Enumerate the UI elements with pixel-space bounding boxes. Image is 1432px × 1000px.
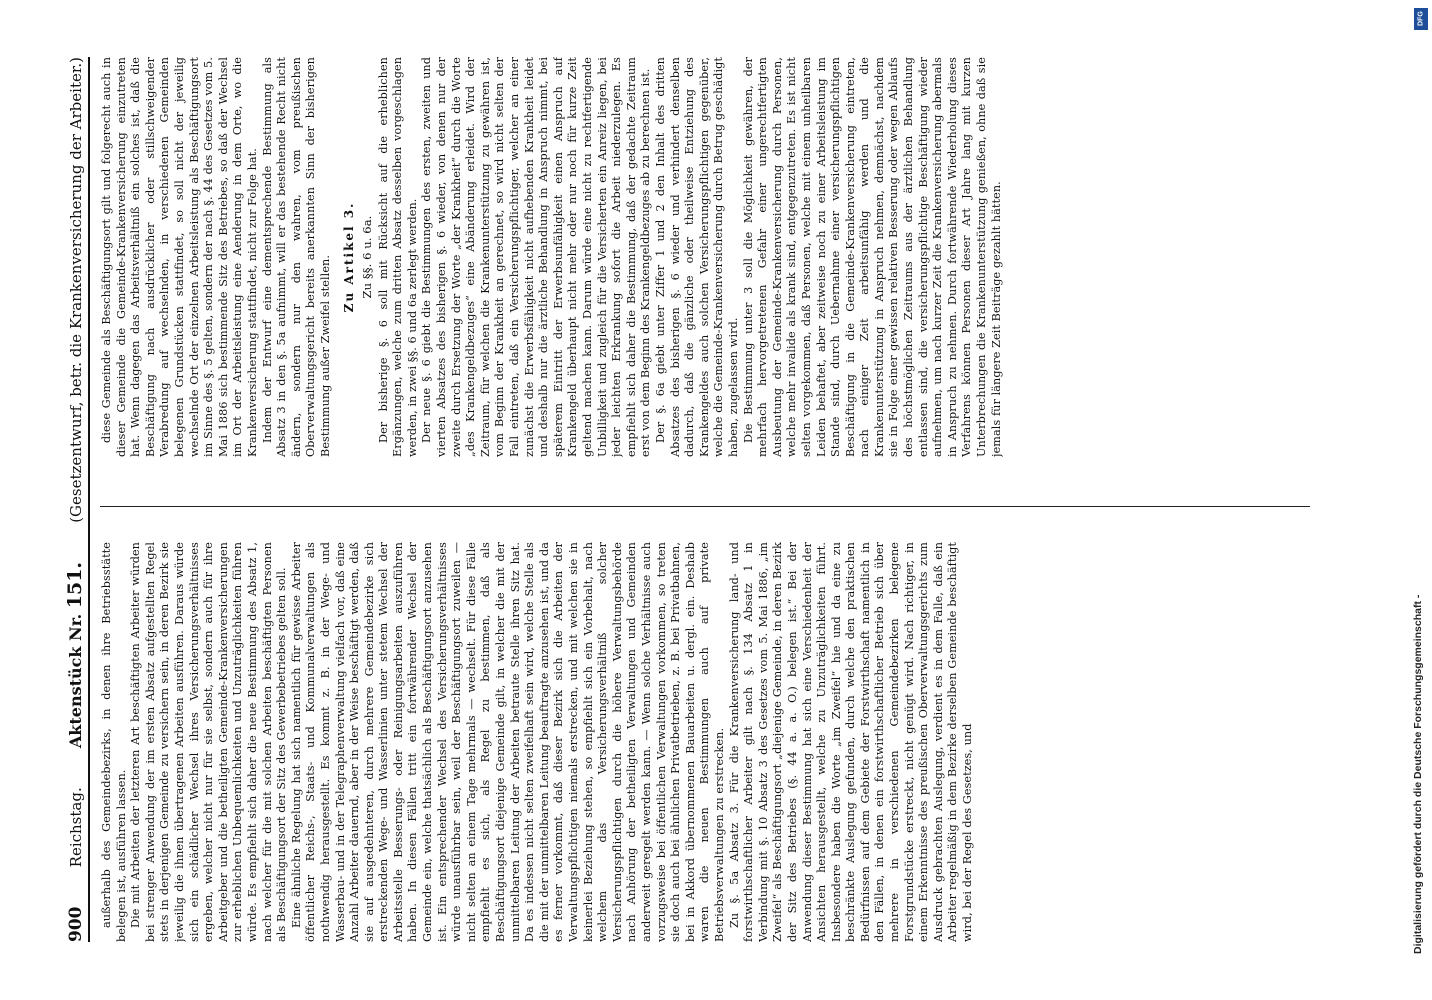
article-heading: Zu Artikel 3. xyxy=(341,201,356,313)
article-subheading: Zu §§. 6 u. 6a. xyxy=(360,215,375,299)
paragraph: Der bisherige §. 6 soll mit Rücksicht auf die erheblichen Ergänzungen, welche zum dritten Absatz desselben vorgeschlagen werden, in zwei §§. 6 und 6a zerlegt werden. xyxy=(376,57,419,457)
paragraph: Indem der Entwurf eine dementsprechende Bestimmung als Absatz 3 in den §. 5a aufnimmt, will er das bestehende Recht nicht ändern, sondern nur den wahren, vom preußischen Oberverwaltungsgericht bereits anerkannten Sinn der bisherigen Bestimmung außer Zweifel stellen. xyxy=(260,57,332,457)
header-left: Reichstag. xyxy=(67,787,85,868)
paragraph: diese Gemeinde als Beschäftigungsort gilt und folgerecht auch in dieser Gemeinde die Gemeinde-Krankenversicherung einzutreten hat. Wenn dagegen das Arbeitsverhältniß ein solches ist, daß die Beschäftigung nach ausdrücklicher oder stillschweigender Verabredung auf wechselnden, in verschiedenen Gemeinden belegenen Grundstücken stattfindet, so soll nicht der jeweilig wechselnde Ort der einzelnen Arbeitsleistung als Beschäftigungsort im Sinne des §. 5 gelten, sondern der nach §. 44 des Gesetzes vom 5. Mai 1886 sich bestimmende Sitz des Betriebes, so daß der Wechsel im Ort der Arbeitsleistung eine Aenderung in dem Orte, wo die Krankenversicherung stattfindet, nicht zur Folge hat. xyxy=(100,57,259,457)
header-middle-prefix: Aktenstück Nr. xyxy=(66,613,85,749)
paragraph: Die Bestimmung unter 3 soll die Möglichkeit gewähren, der mehrfach hervorgetretenen Gefahr einer ungerechtfertigten Ausbeutung der Gemeinde-Krankenversicherung durch Personen, welche mehr invalide als krank sind, entgegenzutreten. Es ist nicht selten vorgekommen, daß Personen, welche mit einem unheilbaren Leiden behaftet, aber zeitweise noch zu einer Arbeitsleistung im Stande sind, durch Uebernahme einer versicherungspflichtigen Beschäftigung in die Gemeinde-Krankenversicherung eintreten, nach einiger Zeit arbeitsunfähig werden und die Krankenunterstützung in Anspruch nehmen, demnächst, nachdem sie in Folge einer gewissen relativen Besserung oder wegen Ablaufs des höchstmöglichen Zeitraums aus der ärztlichen Behandlung entlassen sind, die versicherungspflichtige Beschäftigung wieder aufnehmen, um nach kurzer Zeit die Krankenversicherung abermals in Anspruch zu nehmen. Durch fortwährende Wiederholung dieses Verfahrens können Personen dieser Art Jahre lang mit kurzen Unterbrechungen die Krankenunterstützung genießen, ohne daß sie jemals für längere Zeit Beiträge gezahlt hätten. xyxy=(741,57,1003,457)
right-column xyxy=(100,57,1310,457)
paragraph: Die mit Arbeiten der letzteren Art beschäftigten Arbeiter würden bei strenger Anwendung der im ersten Absatz aufgestellten Regel stets in derjenigen Gemeinde zu versichern sein, in deren Bezirk sie jeweilig die ihnen übertragenen Arbeiten ausführen. Daraus würde sich ein schädlicher Wechsel ihres Versicherungsverhältnisses ergeben, welcher nicht nur für sie selbst, sondern auch für ihre Arbeitgeber und die betheiligten Gemeinde-Krankenversicherungen zur erheblichen Unbequemlichkeiten und Unzuträglichkeiten führen würde. Es empfiehlt sich daher die neue Bestimmung des Absatz 1, nach welcher für die mit solchen Arbeiten beschäftigten Personen als Beschäftigungsort der Sitz des Gewerbebetriebes gelten soll. xyxy=(129,542,289,942)
digitization-credit xyxy=(1410,6,1426,994)
credit-text: Digitalisierung gefördert durch die Deutsche Forschungsgemeinschaft - xyxy=(1412,594,1424,954)
left-column xyxy=(100,542,1310,942)
running-header xyxy=(58,57,90,942)
page-number: 900 xyxy=(66,906,86,942)
paragraph: außerhalb des Gemeindebezirks, in denen ihre Betriebsstätte belegen ist, ausführen lassen. xyxy=(100,542,128,942)
paragraph: Zu §. 5a Absatz 3. Für die Krankenversicherung land- und forstwirthschaftlicher Arbeiter gilt nach §. 134 Absatz 1 in Verbindung mit §. 10 Absatz 3 des Gesetzes vom 5. Mai 1886, „im Zweifel“ als Beschäftigungsort „diejenige Gemeinde, in deren Bezirk der Sitz des Betriebes (§. 44 a. a. O.) belegen ist.“ Bei der Anwendung dieser Bestimmung hat sich eine Verschiedenheit der Ansichten herausgestellt, welche zu Unzuträglichkeiten führt. Insbesondere haben die Worte „im Zweifel“ hie und da eine zu beschränkte Auslegung gefunden, durch welche den praktischen Bedürfnissen auf dem Gebiete der Forstwirthschaft namentlich in den Fällen, in denen ein forstwirthschaftlicher Betrieb sich über mehrere in verschiedenen Gemeindebezirken belegene Forstgrundstücke erstreckt, nicht genügt wird. Nach richtiger, in einem Erkenntnisse des preußischen Oberverwaltungsgerichts zum Ausdruck gebrachten Auslegung, verdient es in dem Falle, daß ein Arbeiter regelmäßig in dem Bezirke derselben Gemeinde beschäftigt wird, bei der Regel des Gesetzes, und xyxy=(727,542,975,942)
header-right: (Gesetzentwurf, betr. die Krankenversicherung der Arbeiter.) xyxy=(67,57,85,523)
header-middle-number: 151. xyxy=(64,561,86,609)
paragraph: Der §. 6a giebt unter Ziffer 1 und 2 den Inhalt des dritten Absatzes des bisherigen §. 6 wieder und verhindert denselben dadurch, daß die gänzliche oder theilweise Entziehung des Krankengeldes auch solchen Versicherungspflichtigen gegenüber, welche die Gemeinde-Krankenversicherung durch Betrug geschädigt haben, zugelassen wird. xyxy=(653,57,740,457)
header-document-number xyxy=(63,562,88,748)
dfg-logo: DFG xyxy=(1414,8,1428,30)
paragraph: Eine ähnliche Regelung hat sich namentlich für gewisse Arbeiter öffentlicher Reichs-, Staats- und Kommunalverwaltungen als nothwendig herausgestellt. Es kommt z. B. in der Wege- und Wasserbau- und in der Telegraphenverwaltung vielfach vor, daß eine Anzahl Arbeiter dauernd, aber in der Weise beschäftigt werden, daß sie auf ausgedehnteren, durch mehrere Gemeindebezirke sich erstreckenden Wege- und Wasserlinien unter stetem Wechsel der Arbeitsstelle Besserungs- oder Reinigungsarbeiten auszuführen haben. In diesen Fällen tritt ein fortwährender Wechsel der Gemeinde ein, welche thatsächlich als Beschäftigungsort anzusehen ist. Ein entsprechender Wechsel des Versicherungsverhältnisses würde unausführbar sein, weil der Beschäftigungsort zuweilen — nicht selten an einem Tage mehrmals — wechselt. Für diese Fälle empfiehlt es sich, als Regel zu bestimmen, daß als Beschäftigungsort diejenige Gemeinde gilt, in welcher die mit der unmittelbaren Leitung der Arbeiten betraute Stelle ihren Sitz hat. Da es indessen nicht selten zweifelhaft sein wird, welche Stelle als die mit der unmittelbaren Leitung beauftragte anzusehen ist, und da es ferner vorkommt, daß dieser Bezirk sich die Arbeiten der Verwaltungspflichtigen niemals erstrecken, und mit welchen sie in keinerlei Beziehung stehen, so empfiehlt sich ein Vorbehalt, nach welchem das Versicherungsverhältniß solcher Versicherungspflichtigen durch die höhere Verwaltungsbehörde nach Anhörung der betheiligten Verwaltungen und Gemeinden anderweit geregelt werden kann. — Wenn solche Verhältnisse auch vorzugsweise bei öffentlichen Verwaltungen vorkommen, so treten sie doch auch bei ähnlichen Privatbetrieben, z. B. bei Privatbahnen, bei in Akkord übernommenen Bauarbeiten u. dergl. ein. Deshalb waren die neuen Bestimmungen auch auf private Betriebsverwaltungen zu erstrecken. xyxy=(289,542,726,942)
paragraph: Der neue §. 6 giebt die Bestimmungen des ersten, zweiten und vierten Absatzes des bisherigen §. 6 wieder, von denen nur der zweite durch Ersetzung der Worte „der Krankheit“ durch die Worte „des Krankengeldbezuges“ eine Abänderung erleidet. Wird der Zeitraum, für welchen die Krankenunterstützung zu gewähren ist, vom Beginn der Krankheit an gerechnet, so wird nicht selten der Fall eintreten, daß ein Versicherungspflichtiger, welcher an einer zunächst die Erwerbsfähigkeit nicht aufhebenden Krankheit leidet und deshalb nur die ärztliche Behandlung in Anspruch nimmt, bei späterem Eintritt der Erwerbsunfähigkeit einen Anspruch auf Krankengeld überhaupt nicht mehr oder nur noch für kurze Zeit geltend machen kann. Darum würde eine nicht zu rechtfertigende Unbilligkeit und zugleich für die Versicherten ein Anreiz liegen, bei jeder leichten Erkrankung sofort die Arbeit niederzulegen. Es empfiehlt sich daher die Bestimmung, daß der gedachte Zeitraum erst von dem Beginn des Krankengeldbezuges ab zu berechnen ist. xyxy=(420,57,653,457)
column-divider xyxy=(100,506,1310,507)
